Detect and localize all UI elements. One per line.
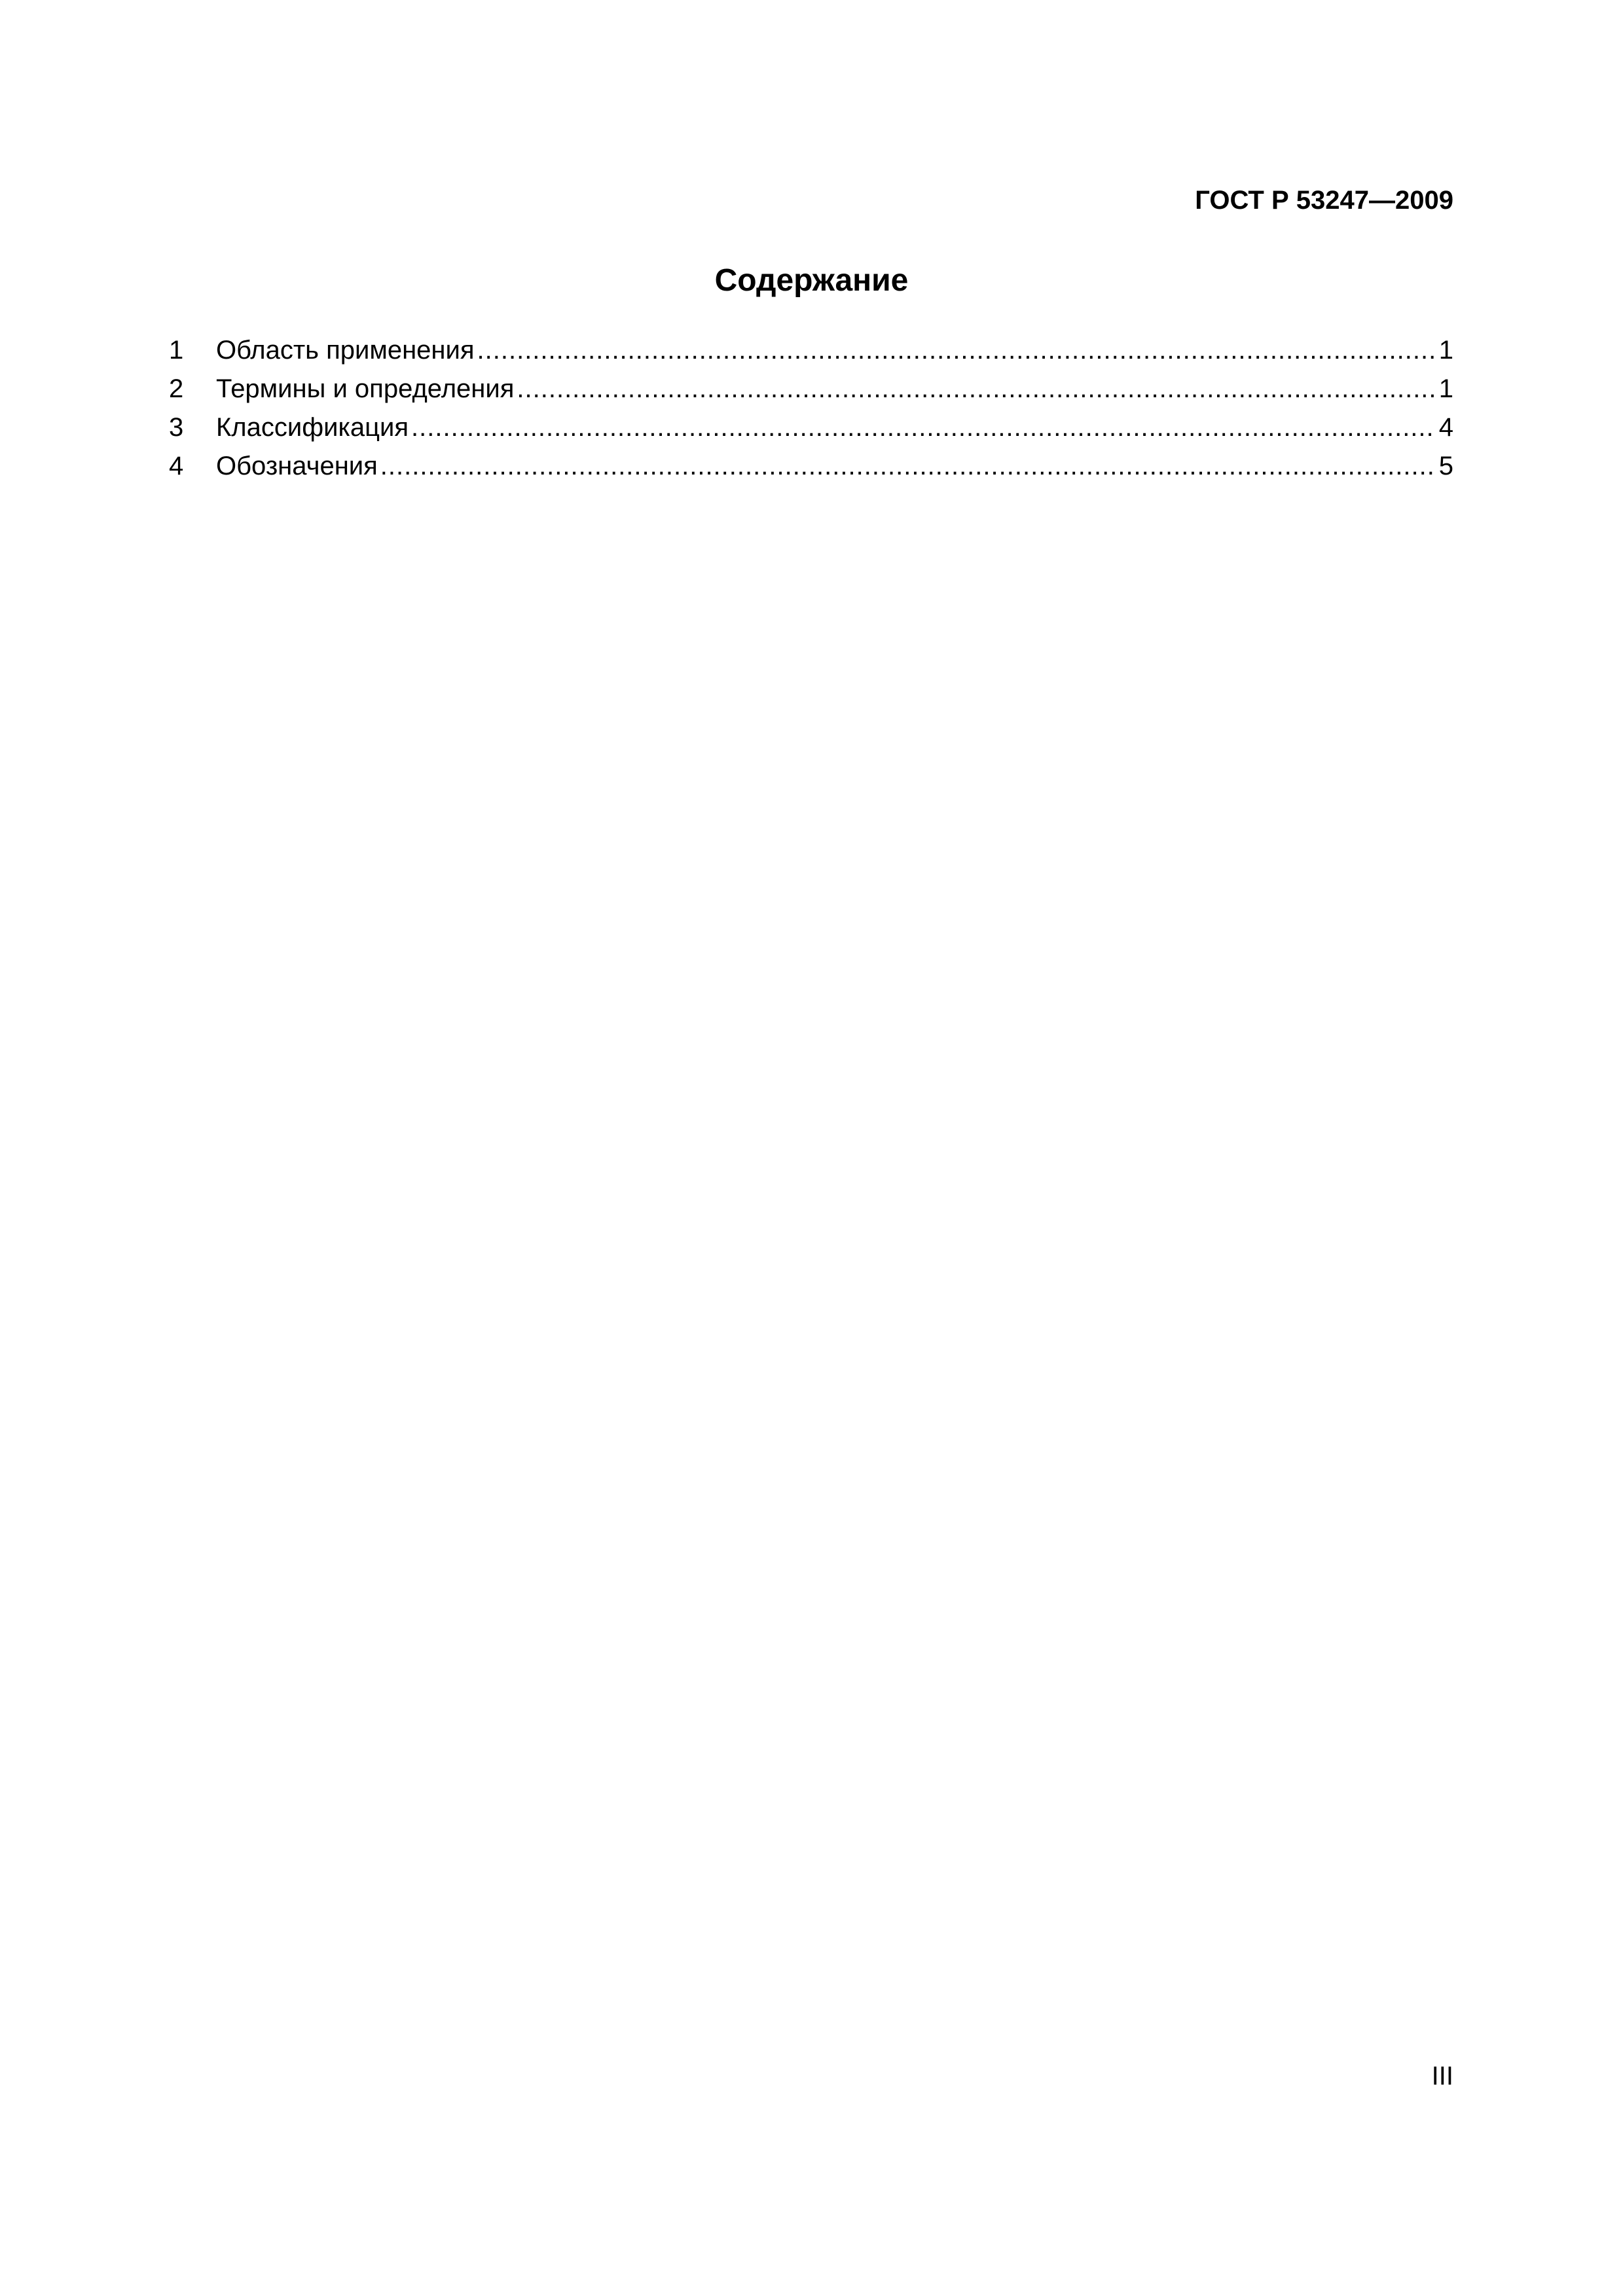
toc-item-scope[interactable] bbox=[169, 334, 1453, 373]
toc-item-label: Область применения bbox=[216, 336, 475, 365]
toc-item-designations[interactable] bbox=[169, 450, 1453, 489]
toc-item-number: 2 bbox=[169, 374, 184, 403]
toc-item-page: 5 bbox=[1438, 452, 1453, 480]
toc-dot-leader bbox=[411, 412, 1436, 443]
page-number: III bbox=[1431, 2062, 1453, 2090]
toc-item-number: 3 bbox=[169, 413, 184, 442]
toc-item-label: Классификация bbox=[216, 413, 409, 442]
toc-dot-leader bbox=[517, 373, 1436, 404]
toc-item-terms[interactable] bbox=[169, 373, 1453, 412]
toc-item-page: 4 bbox=[1438, 413, 1453, 442]
toc-item-classification[interactable] bbox=[169, 412, 1453, 450]
toc-item-number: 4 bbox=[169, 452, 184, 480]
toc-item-page: 1 bbox=[1438, 374, 1453, 403]
table-of-contents bbox=[169, 334, 1453, 489]
toc-title: Содержание bbox=[714, 263, 909, 298]
toc-dot-leader bbox=[380, 450, 1436, 482]
toc-item-page: 1 bbox=[1438, 336, 1453, 365]
toc-item-number: 1 bbox=[169, 336, 184, 365]
toc-item-label: Термины и определения bbox=[216, 374, 515, 403]
toc-item-label: Обозначения bbox=[216, 452, 378, 480]
document-code: ГОСТ Р 53247—2009 bbox=[1195, 186, 1453, 215]
toc-dot-leader bbox=[477, 334, 1436, 366]
